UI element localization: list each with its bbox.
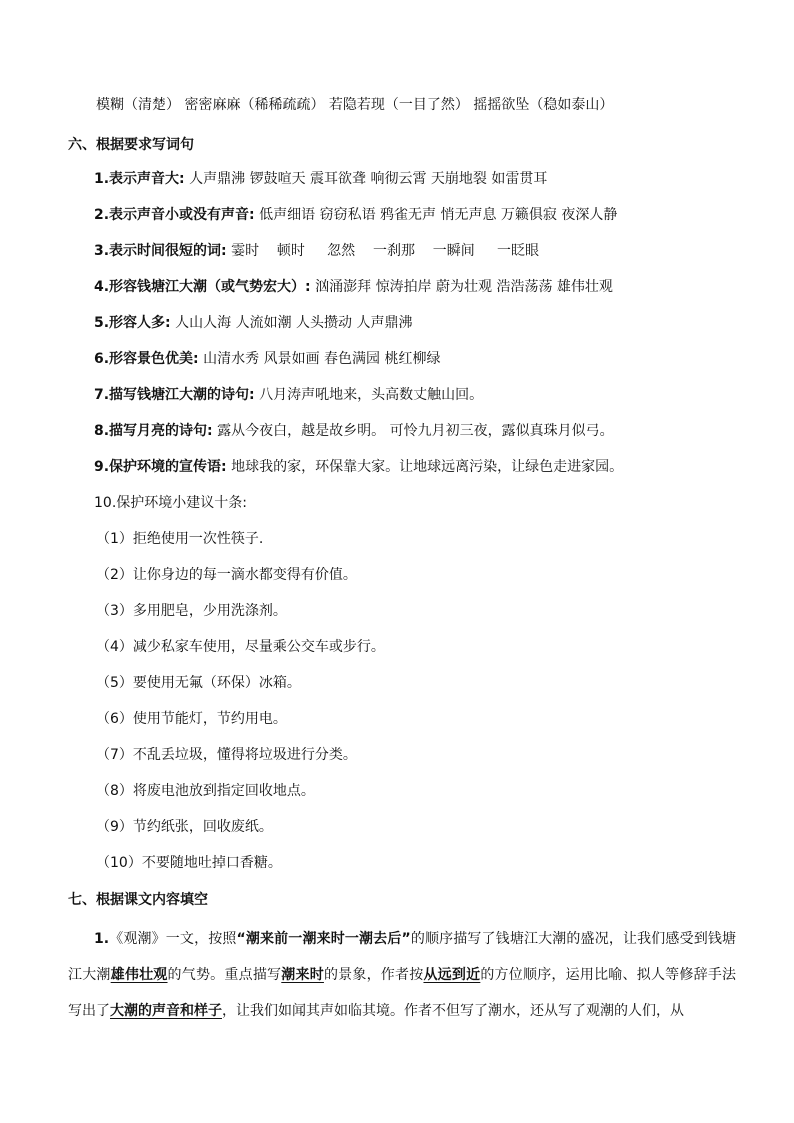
item-text: 露从今夜白，越是故乡明。 可怜九月初三夜，露似真珠月似弓。	[212, 423, 614, 439]
item-text: 地球我的家，环保靠大家。让地球远离污染，让绿色走进家园。	[226, 459, 624, 475]
item-label: 6.形容景色优美:	[94, 351, 199, 367]
item-text: 人声鼎沸 锣鼓喧天 震耳欲聋 响彻云霄 天崩地裂 如雷贯耳	[184, 171, 548, 187]
item-text: 霎时 顿时 忽然 一刹那 一瞬间 一眨眼	[226, 243, 540, 259]
answer-blank: 潮来时	[281, 967, 324, 983]
suggestion-item: （2）让你身边的每一滴水都变得有价值。	[96, 567, 357, 583]
para-text: 的方位顺序，运用比喻、拟人等修辞手法写出了	[68, 967, 737, 1019]
item-label: 5.形容人多:	[94, 315, 171, 331]
section6-title: 六、根据要求写词句	[68, 137, 194, 153]
para-text: 《观潮》一文，按照	[109, 931, 237, 947]
item-text: 八月涛声吼地来，头高数丈触山回。	[254, 387, 484, 403]
item-label: 3.表示时间很短的词:	[94, 243, 227, 259]
item-label: 9.保护环境的宣传语:	[94, 459, 227, 475]
item-label: 4.形容钱塘江大潮（或气势宏大）:	[94, 279, 311, 295]
suggestion-item: （1）拒绝使用一次性筷子.	[96, 531, 264, 547]
suggestion-item: （3）多用肥皂，少用洗涤剂。	[96, 603, 287, 619]
suggestion-item: （6）使用节能灯，节约用电。	[96, 711, 287, 727]
item-label: 1.表示声音大:	[94, 171, 185, 187]
suggestion-item: （8）将废电池放到指定回收地点。	[96, 783, 315, 799]
answer-blank: 雄伟壮观	[110, 967, 168, 983]
suggestion-item: （10）不要随地吐掉口香糖。	[96, 855, 282, 871]
item-text: 人山人海 人流如潮 人头攒动 人声鼎沸	[170, 315, 413, 331]
list-item	[94, 277, 613, 297]
list-item	[94, 421, 614, 441]
item-text: 低声细语 窃窃私语 鸦雀无声 悄无声息 万籁俱寂 夜深人静	[254, 207, 618, 223]
item-label: 2.表示声音小或没有声音:	[94, 207, 255, 223]
list-item	[94, 349, 440, 369]
answer-blank: 从远到近	[423, 967, 481, 983]
para-quote: “潮来前一潮来时一潮去后”	[236, 931, 411, 947]
list-item	[94, 313, 412, 333]
list-item	[94, 169, 547, 189]
para-text: 的景象，作者按	[323, 967, 424, 983]
para-number: 1.	[94, 931, 110, 947]
para-text: 的气势。重点描写	[167, 967, 282, 983]
suggestion-item: （9）节约纸张，回收废纸。	[96, 819, 273, 835]
item-text: 汹涌澎拜 惊涛拍岸 蔚为壮观 浩浩荡荡 雄伟壮观	[310, 279, 613, 295]
para-text: ，让我们如闻其声如临其境。作者不但写了潮水，还从写了观潮的人们，从	[222, 1003, 684, 1019]
list-item	[94, 205, 617, 225]
list-item	[94, 493, 247, 513]
item-label: 10.保护环境小建议十条:	[94, 495, 247, 511]
antonym-line: 模糊（清楚） 密密麻麻（稀稀疏疏） 若隐若现（一目了然） 摇摇欲坠（稳如泰山）	[96, 97, 614, 113]
suggestion-item: （5）要使用无氟（环保）冰箱。	[96, 675, 301, 691]
item-text: 山清水秀 风景如画 春色满园 桃红柳绿	[198, 351, 441, 367]
section7-title: 七、根据课文内容填空	[68, 892, 208, 908]
item-label: 8.描写月亮的诗句:	[94, 423, 213, 439]
section7-paragraph-1	[68, 921, 736, 1029]
suggestion-item: （7）不乱丢垃圾，懂得将垃圾进行分类。	[96, 747, 357, 763]
list-item	[94, 385, 483, 405]
suggestion-item: （4）减少私家车使用，尽量乘公交车或步行。	[96, 639, 385, 655]
answer-blank: 大潮的声音和样子	[110, 1003, 222, 1019]
item-label: 7.描写钱塘江大潮的诗句:	[94, 387, 255, 403]
list-item	[94, 241, 539, 261]
list-item	[94, 457, 623, 477]
para-text: 的顺序描写了钱塘江大潮的盛况，让我们感受到钱塘江大潮	[68, 931, 737, 983]
